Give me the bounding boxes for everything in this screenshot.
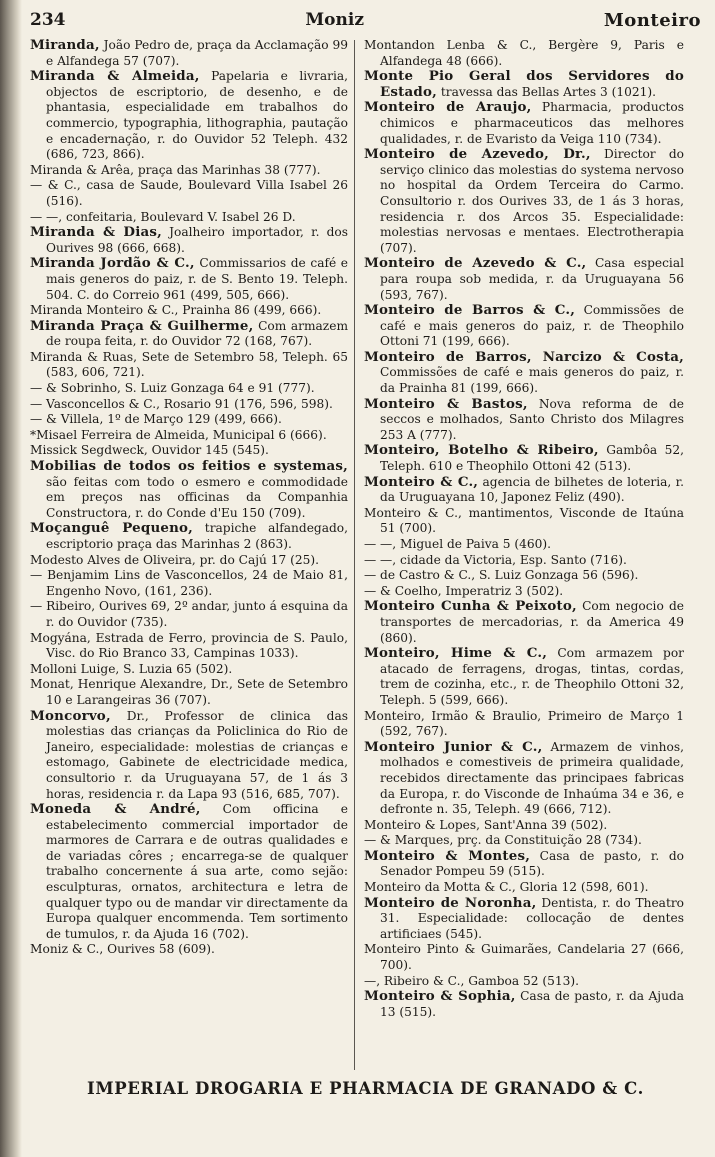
directory-entry: [364, 443, 684, 474]
directory-entry: [30, 599, 348, 630]
entry-text: agencia de bilhetes de loteria, r. da Uruguayana 10, Japonez Feliz (490).: [380, 474, 684, 505]
entry-text: Moniz & C., Ourives 58 (609).: [30, 942, 215, 957]
directory-entry: [364, 740, 684, 818]
entry-text: Com negocio de transportes de mercadorias, r. da America 49 (860).: [380, 599, 684, 645]
directory-entry: [30, 256, 348, 303]
entry-name: Monte Pio Geral dos Servidores do Estado,: [364, 68, 684, 100]
entry-text: Nova reforma de de seccos e molhados, Santo Christo dos Milagres 253 A (777).: [380, 396, 685, 442]
entry-name: Monteiro & Bastos,: [364, 395, 528, 412]
right-running-head: Monteiro: [603, 9, 701, 31]
directory-entry: [364, 568, 684, 584]
entry-text: — de Castro & C., S. Luiz Gonzaga 56 (596).: [364, 568, 639, 583]
entry-name: Monteiro de Noronha,: [364, 894, 537, 911]
entry-text: — —, cidade da Victoria, Esp. Santo (716).: [364, 552, 627, 567]
right-column: [364, 38, 684, 1020]
entry-text: Pharmacia, productos chimicos e pharmaceuticos das melhores qualidades, r. de Evaristo da Veiga 110 (734).: [380, 100, 685, 146]
entry-text: Miranda & Ruas, Sete de Setembro 58, Teleph. 65 (583, 606, 721).: [30, 349, 348, 380]
directory-entry: [364, 553, 684, 569]
entry-name: Monteiro, Hime & C.,: [364, 645, 548, 662]
entry-text: Casa de pasto, r. do Senador Pompeu 59 (515).: [380, 848, 684, 879]
directory-entry: [30, 677, 348, 708]
entry-text: — Vasconcellos & C., Rosario 91 (176, 596, 598).: [30, 396, 333, 411]
entry-text: Missick Segdweck, Ouvidor 145 (545).: [30, 443, 269, 458]
entry-text: *Misael Ferreira de Almeida, Municipal 6 (666).: [30, 427, 327, 442]
directory-entry: [364, 475, 684, 506]
directory-entry: [364, 147, 684, 256]
directory-entry: [30, 568, 348, 599]
entry-text: são feitas com todo o esmero e commodidade em preços nas officinas da Companhia Constructora, r. do Conde d'Eu 150 (709).: [46, 474, 348, 520]
directory-entry: [30, 178, 348, 209]
entry-name: Mobilias de todos os feitios e systemas,: [30, 458, 348, 475]
directory-entry: [364, 38, 684, 69]
entry-name: Monteiro de Barros, Narcizo & Costa,: [364, 348, 684, 365]
directory-entry: [364, 896, 684, 943]
entry-text: — & Coelho, Imperatriz 3 (502).: [364, 583, 564, 598]
entry-text: Monteiro da Motta & C., Gloria 12 (598, 601).: [364, 880, 649, 895]
directory-entry: [364, 506, 684, 537]
entry-text: Modesto Alves de Oliveira, pr. do Cajú 17 (25).: [30, 552, 320, 567]
directory-entry: [364, 303, 684, 350]
entry-text: — & Villela, 1º de Março 129 (499, 666).: [30, 412, 282, 427]
entry-text: Joalheiro importador, r. dos Ourives 98 (666, 668).: [46, 225, 349, 255]
directory-entry: [364, 989, 684, 1020]
directory-entry: [30, 163, 348, 179]
entry-text: Miranda & Arêa, praça das Marinhas 38 (777).: [30, 162, 321, 177]
directory-entry: [364, 942, 684, 973]
directory-entry: [364, 646, 684, 708]
entry-name: Miranda,: [30, 37, 100, 53]
entry-text: Mogyána, Estrada de Ferro, provincia de S. Paulo, Visc. do Rio Branco 33, Campinas 1033).: [30, 630, 348, 661]
entry-text: Gambôa 52, Teleph. 610 e Theophilo Ottoni 42 (513).: [380, 443, 684, 474]
directory-entry: [30, 381, 348, 397]
entry-text: — Benjamim Lins de Vasconcellos, 24 de Maio 81, Engenho Novo, (161, 236).: [30, 568, 348, 598]
entry-text: — —, Miguel de Paiva 5 (460).: [364, 537, 552, 551]
entry-text: Com officina e estabelecimento commercial importador de marmores de Carrara e de outras qualidades e de variadas côres ; encarrega-se de qualquer trabalho concernente á sua arte, como sejão: esculpturas, ornatos, architectura e letra de qualquer typo ou de mandar vir directamente da Europa qualquer encommenda. Tem sortimento de tumulos, r. da Ajuda 16 (702).: [46, 802, 348, 941]
directory-entry: [30, 443, 348, 459]
entry-name: Monteiro & Sophia,: [364, 988, 516, 1005]
left-running-head: Moniz: [305, 10, 364, 30]
directory-entry: [30, 942, 348, 958]
column-divider: [354, 40, 355, 1070]
directory-entry: [30, 397, 348, 413]
entry-text: Casa de pasto, r. da Ajuda 13 (515).: [380, 989, 684, 1019]
entry-text: Com armazem de roupa feita, r. do Ouvidor 72 (168, 767).: [46, 318, 348, 349]
entry-text: Miranda Monteiro & C., Prainha 86 (499, 666).: [30, 303, 322, 318]
directory-entry: [364, 397, 684, 444]
entry-text: Director do serviço clinico das molestias do systema nervoso no hospital da Ordem Terceira do Carmo. Consultorio r. dos Ourives 33, de 1 ás 3 horas, residencia r. dos Arcos 35. Especialidade: molestias nervosas e mentaes. Electrotherapia (707).: [380, 147, 685, 255]
directory-entry: [364, 537, 684, 553]
entry-text: Commissões de café e mais generos do paiz, r. de Theophilo Ottoni 71 (199, 666).: [380, 303, 684, 349]
entry-name: Monteiro de Azevedo & C.,: [364, 255, 587, 272]
directory-entry: [30, 459, 348, 521]
entry-text: Dentista, r. do Theatro 31. Especialidade: collocação de dentes artificiaes (545).: [380, 895, 685, 941]
entry-text: — & Marques, prç. da Constituição 28 (734).: [364, 833, 642, 848]
entry-text: —, Ribeiro & C., Gamboa 52 (513).: [364, 973, 580, 988]
entry-name: Monteiro de Barros & C.,: [364, 302, 576, 319]
left-column: [30, 38, 348, 958]
entry-text: Com armazem por atacado de ferragens, drogas, tintas, cordas, trem de cozinha, etc., r. de Theophilo Ottoni 32, Teleph. 5 (599, 666).: [380, 646, 684, 707]
directory-entry: [364, 709, 684, 740]
entry-text: Monteiro & Lopes, Sant'Anna 39 (502).: [364, 817, 608, 832]
directory-entry: [30, 631, 348, 662]
page-header: [30, 6, 701, 34]
directory-entry: [30, 662, 348, 678]
entry-name: Miranda & Almeida,: [30, 68, 200, 85]
entry-name: Monteiro de Araujo,: [364, 99, 532, 116]
directory-entry: [30, 553, 348, 569]
directory-entry: [30, 350, 348, 381]
directory-entry: [364, 833, 684, 849]
directory-entry: [30, 709, 348, 803]
entry-name: Monteiro Cunha & Peixoto,: [364, 598, 577, 615]
directory-entry: [364, 256, 684, 303]
directory-entry: [364, 599, 684, 646]
entry-name: Miranda & Dias,: [30, 224, 162, 241]
directory-entry: [364, 974, 684, 990]
entry-text: Molloni Luige, S. Luzia 65 (502).: [30, 661, 233, 676]
directory-entry: [364, 880, 684, 896]
directory-entry: [364, 849, 684, 880]
book-spine-shadow: [0, 0, 22, 1157]
directory-entry: [30, 69, 348, 163]
page-number: 234: [30, 10, 66, 30]
entry-text: Dr., Professor de clinica das molestias das crianças da Policlinica do Rio de Janeiro, especialidade: molestias de crianças e estomago, Gabinete de electricidade medica, consultorio r. da Uruguayana 57, de 1 ás 3 horas, residencia r. da Lapa 93 (516, 685, 707).: [46, 708, 349, 801]
directory-entry: [30, 210, 348, 226]
entry-text: travessa das Bellas Artes 3 (1021).: [440, 84, 657, 99]
directory-entry: [30, 225, 348, 256]
entry-text: Commissarios de café e mais generos do paiz, r. de S. Bento 19. Teleph. 504. C. do Correio 961 (499, 505, 666).: [46, 256, 349, 302]
directory-entry: [30, 303, 348, 319]
directory-entry: [30, 319, 348, 350]
entry-name: Moncorvo,: [30, 707, 111, 724]
entry-text: Monteiro Pinto & Guimarães, Candelaria 27 (666, 700).: [364, 942, 684, 973]
entry-text: João Pedro de, praça da Acclamação 99 e Alfandega 57 (707).: [46, 38, 348, 68]
directory-entry: [30, 428, 348, 444]
footer-advert: IMPERIAL DROGARIA E PHARMACIA DE GRANADO & C.: [87, 1079, 644, 1098]
directory-entry: [364, 69, 684, 100]
entry-text: — & Sobrinho, S. Luiz Gonzaga 64 e 91 (777).: [30, 381, 315, 396]
directory-entry: [364, 584, 684, 600]
entry-text: — & C., casa de Saude, Boulevard Villa Isabel 26 (516).: [30, 178, 348, 208]
directory-entry: [30, 521, 348, 552]
entry-text: Commissões de café e mais generos do paiz, r. da Prainha 81 (199, 666).: [380, 365, 684, 396]
entry-text: Monteiro & C., mantimentos, Visconde de Itaúna 51 (700).: [364, 505, 684, 536]
entry-text: Monat, Henrique Alexandre, Dr., Sete de Setembro 10 e Larangeiras 36 (707).: [30, 677, 348, 707]
entry-text: trapiche alfandegado, escriptorio praça das Marinhas 2 (863).: [46, 521, 348, 551]
entry-text: — Ribeiro, Ourives 69, 2º andar, junto á esquina da r. do Ouvidor (735).: [30, 599, 348, 629]
entry-name: Monteiro Junior & C.,: [364, 738, 543, 755]
directory-entry: [364, 818, 684, 834]
entry-name: Monteiro & Montes,: [364, 847, 531, 864]
entry-text: Monteiro, Irmão & Braulio, Primeiro de Março 1 (592, 767).: [364, 708, 684, 739]
entry-text: — —, confeitaria, Boulevard V. Isabel 26 D.: [30, 209, 296, 224]
entry-text: Papelaria e livraria, objectos de escriptorio, de desenho, e de phantasia, especialidade em trabalhos do commercio, typographia, lithographia, pautação e encadernação, r. do Ouvidor 52 Teleph. 432 (686, 723, 866).: [46, 69, 348, 162]
directory-entry: [364, 350, 684, 397]
entry-name: Miranda Jordão & C.,: [30, 255, 195, 272]
entry-text: Armazem de vinhos, molhados e comestiveis de primeira qualidade, recebidos directamente das principaes fabricas da Europa, r. do Visconde de Inhaúma 34 e 36, e defronte n. 35, Teleph. 49 (666, 712).: [380, 739, 685, 817]
entry-name: Monteiro de Azevedo, Dr.,: [364, 146, 591, 163]
entry-text: Montandon Lenba & C., Bergère 9, Paris e Alfandega 48 (666).: [364, 38, 684, 68]
entry-name: Monteiro, Botelho & Ribeiro,: [364, 442, 599, 459]
directory-entry: [30, 38, 348, 69]
directory-entry: [364, 100, 684, 147]
entry-name: Moçanguê Pequeno,: [30, 520, 194, 537]
entry-name: Miranda Praça & Guilherme,: [30, 317, 254, 334]
directory-entry: [30, 802, 348, 942]
entry-name: Monteiro & C.,: [364, 473, 479, 490]
entry-name: Moneda & André,: [30, 801, 201, 818]
entry-text: Casa especial para roupa sob medida, r. da Uruguayana 56 (593, 767).: [380, 256, 684, 302]
directory-entry: [30, 412, 348, 428]
